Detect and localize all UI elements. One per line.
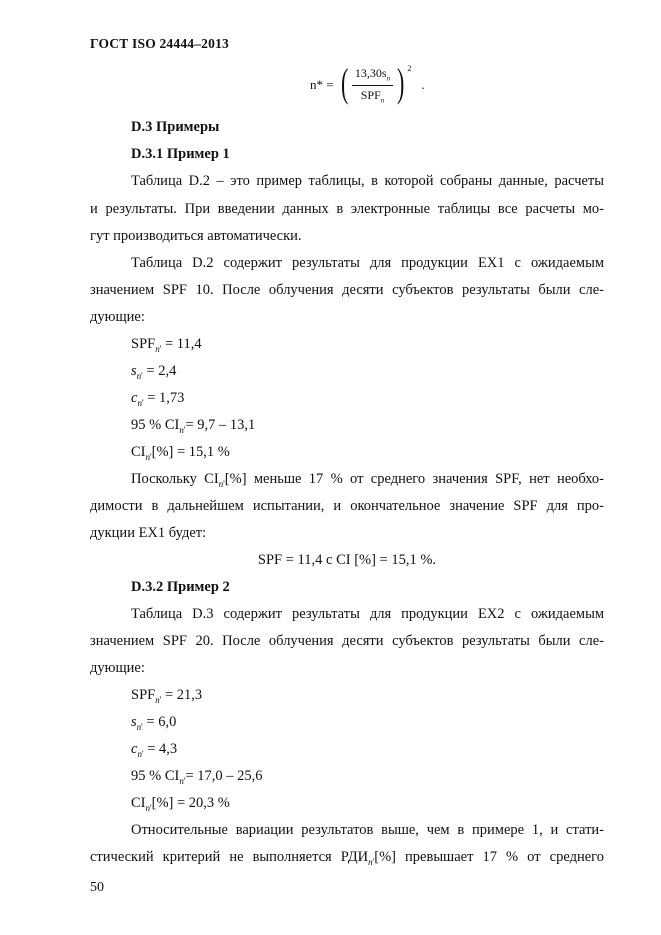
formula-numerator: $13,30s_n$ (352, 66, 393, 85)
paragraph-line: Относительные вариации результатов выше, чем в примере 1, и стати- (131, 822, 604, 838)
result-s-ex1: $s_{n'} = 2,4$ (131, 363, 177, 381)
paragraph-line: гут производиться автоматически. (90, 228, 302, 244)
paragraph-line: значением SPF 20. После облучения десяти субъектов результаты были сле- (90, 633, 604, 649)
paragraph-line: димости в дальнейшем испытании, и окончательное значение SPF для про- (90, 498, 604, 514)
formula-lhs: n* = (310, 77, 334, 92)
section-heading-d3: D.3 Примеры (131, 119, 220, 135)
formula-exponent: 2 (407, 64, 412, 73)
result-cipct-ex2: $CI_{n'}[\%] = 20,3$ % (131, 795, 230, 813)
paragraph-line: дующие: (90, 309, 145, 325)
formula-end: . (421, 77, 425, 92)
result-ci-ex1: 95 % $CI_{n'}= 9,7 - 13,1$ (131, 417, 256, 435)
result-s-ex2: $s_{n'} = 6,0$ (131, 714, 177, 732)
paragraph-line: Таблица D.3 содержит результаты для продукции EX2 с ожидаемым (131, 606, 604, 622)
section-heading-d32: D.3.2 Пример 2 (131, 579, 230, 595)
paragraph-line: Поскольку $CI_{n'}[\%]$ меньше 17 % от среднего значения SPF, нет необхо- (131, 471, 604, 489)
result-c-ex1: $c_{n'} = 1,73$ (131, 390, 185, 408)
formula-left-paren: ( (340, 60, 348, 105)
result-spf-ex1: $SPF_{n'} = 11,4$ (131, 336, 202, 354)
paragraph-line: дукции EX1 будет: (90, 525, 207, 541)
formula-right-paren: ) (397, 60, 405, 105)
paragraph-line: дующие: (90, 660, 145, 676)
section-heading-d31: D.3.1 Пример 1 (131, 146, 230, 162)
formula-fraction (352, 66, 393, 104)
sample-size-formula (310, 62, 425, 108)
final-spf-ex1: SPF = 11,4 с CI [%] = 15,1 %. (257, 552, 437, 568)
result-cipct-ex1: $CI_{n'}[\%] = 15,1$ % (131, 444, 230, 462)
paragraph-line: Таблица D.2 содержит результаты для продукции EX1 с ожидаемым (131, 255, 604, 271)
formula-denominator: $SPF_n$ (360, 87, 385, 104)
result-ci-ex2: 95 % $CI_{n'}= 17,0 - 25,6$ (131, 768, 263, 786)
result-c-ex2: $c_{n'} = 4,3$ (131, 741, 178, 759)
paragraph-line: Таблица D.2 – это пример таблицы, в которой собраны данные, расчеты (131, 173, 604, 189)
result-spf-ex2: $SPF_{n'} = 21,3$ (131, 687, 203, 705)
paragraph-line: значением SPF 10. После облучения десяти субъектов результаты были сле- (90, 282, 604, 298)
page-number: 50 (90, 880, 104, 895)
paragraph-line: и результаты. При введении данных в электронные таблицы все расчеты мо- (90, 201, 604, 217)
document-header: ГОСТ ISO 24444–2013 (90, 36, 229, 51)
paragraph-line: стический критерий не выполняется $РДИ_{n'}[\%]$ превышает 17 % от среднего (90, 849, 604, 867)
